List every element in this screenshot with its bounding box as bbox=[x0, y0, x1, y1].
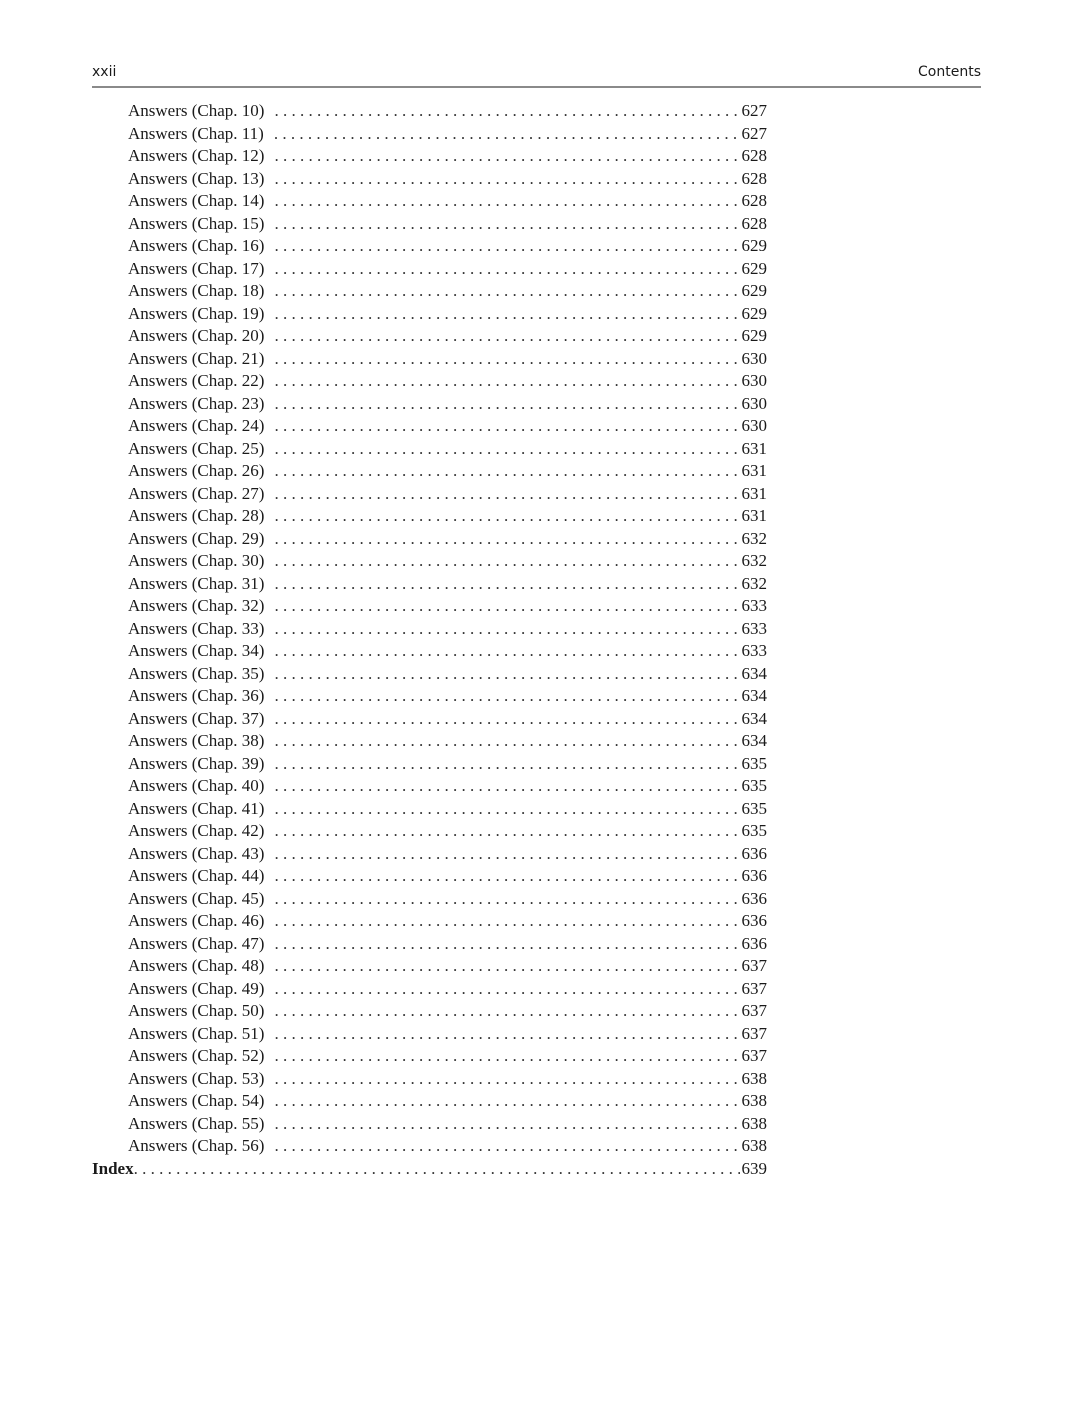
toc-entry[interactable] bbox=[128, 888, 767, 911]
toc-entry[interactable] bbox=[128, 1045, 767, 1068]
dot-leader bbox=[274, 708, 739, 731]
dot-leader bbox=[274, 595, 739, 618]
toc-entry-page-number: 632 bbox=[741, 551, 767, 570]
toc-entry-page-number: 630 bbox=[741, 371, 767, 390]
toc-entry[interactable] bbox=[128, 573, 767, 596]
running-title: Contents bbox=[918, 64, 981, 80]
toc-entry-page-number: 628 bbox=[741, 146, 767, 165]
dot-leader bbox=[274, 753, 739, 776]
toc-entry-label: Answers (Chap. 30) bbox=[128, 551, 265, 570]
toc-entry-page-number: 629 bbox=[741, 281, 767, 300]
dot-leader bbox=[274, 258, 739, 281]
toc-entry[interactable] bbox=[128, 663, 767, 686]
dot-leader bbox=[274, 1068, 739, 1091]
toc-entry-page-number: 637 bbox=[741, 1023, 767, 1043]
toc-entry-label: Answers (Chap. 18) bbox=[128, 281, 265, 300]
toc-entry-label: Answers (Chap. 28) bbox=[128, 506, 265, 525]
dot-leader bbox=[274, 415, 739, 438]
toc-entry-label: Answers (Chap. 45) bbox=[128, 888, 265, 908]
toc-entry-label: Answers (Chap. 50) bbox=[128, 1001, 265, 1020]
toc-entry-label: Answers (Chap. 31) bbox=[128, 573, 265, 593]
dot-leader bbox=[274, 1113, 739, 1136]
toc-entry-index[interactable] bbox=[92, 1158, 767, 1181]
toc-entry-label: Answers (Chap. 43) bbox=[128, 843, 265, 863]
toc-entry-label: Answers (Chap. 41) bbox=[128, 798, 265, 818]
toc-entry-page-number: 628 bbox=[741, 191, 767, 210]
running-head bbox=[92, 62, 981, 82]
toc-entry-label: Answers (Chap. 51) bbox=[128, 1023, 265, 1043]
toc-entry-page-number: 636 bbox=[741, 843, 767, 863]
toc-entry-page-number: 637 bbox=[741, 978, 767, 998]
toc-entry[interactable] bbox=[128, 325, 767, 348]
toc-entry[interactable] bbox=[128, 528, 767, 551]
toc-entry[interactable] bbox=[128, 1023, 767, 1046]
toc-entry-page-number: 637 bbox=[741, 1046, 767, 1065]
toc-entry[interactable] bbox=[128, 550, 767, 573]
toc-entry-label: Answers (Chap. 35) bbox=[128, 663, 265, 683]
toc-entry-page-number: 629 bbox=[741, 326, 767, 345]
toc-entry[interactable] bbox=[128, 100, 767, 123]
toc-entry[interactable] bbox=[128, 933, 767, 956]
toc-entry-label: Answers (Chap. 38) bbox=[128, 731, 265, 750]
toc-entry-page-number: 635 bbox=[741, 821, 767, 840]
dot-leader bbox=[274, 213, 739, 236]
dot-leader bbox=[274, 348, 739, 371]
toc-entry-page-number: 634 bbox=[741, 663, 767, 683]
toc-entry-label: Answers (Chap. 46) bbox=[128, 911, 265, 930]
toc-entry[interactable] bbox=[128, 955, 767, 978]
toc-entry-page-number: 636 bbox=[741, 933, 767, 953]
toc-entry-page-number: 638 bbox=[741, 1091, 767, 1110]
dot-leader bbox=[274, 888, 739, 911]
toc-entry-label: Answers (Chap. 22) bbox=[128, 371, 265, 390]
toc-entry[interactable] bbox=[128, 393, 767, 416]
dot-leader bbox=[274, 910, 739, 933]
toc-entry-page-number: 627 bbox=[741, 123, 767, 143]
toc-entry[interactable] bbox=[128, 1000, 767, 1023]
toc-entry-page-number: 633 bbox=[741, 641, 767, 660]
toc-entry[interactable] bbox=[128, 640, 767, 663]
dot-leader bbox=[134, 1158, 740, 1181]
toc-entry-page-number: 635 bbox=[741, 753, 767, 773]
dot-leader bbox=[274, 865, 739, 888]
toc-entry[interactable] bbox=[128, 460, 767, 483]
toc-entry[interactable] bbox=[128, 505, 767, 528]
toc-entry-label: Answers (Chap. 33) bbox=[128, 618, 265, 638]
toc-entry-label: Answers (Chap. 34) bbox=[128, 641, 265, 660]
toc-entry-label: Answers (Chap. 23) bbox=[128, 393, 265, 413]
toc-entry-label: Answers (Chap. 15) bbox=[128, 213, 265, 233]
toc-entry-label: Answers (Chap. 56) bbox=[128, 1136, 265, 1155]
dot-leader bbox=[274, 1023, 739, 1046]
dot-leader bbox=[274, 528, 739, 551]
toc-entry-page-number: 632 bbox=[741, 573, 767, 593]
toc-entry-page-number: 628 bbox=[741, 168, 767, 188]
toc-entry-page-number: 639 bbox=[741, 1158, 767, 1178]
toc-entry[interactable] bbox=[128, 685, 767, 708]
toc-entry-page-number: 630 bbox=[741, 348, 767, 368]
toc-entry-page-number: 636 bbox=[741, 888, 767, 908]
toc-entry[interactable] bbox=[128, 820, 767, 843]
toc-entry-page-number: 631 bbox=[741, 483, 767, 503]
toc-entry-label: Answers (Chap. 21) bbox=[128, 348, 265, 368]
dot-leader bbox=[274, 1000, 739, 1023]
toc-entry-page-number: 638 bbox=[741, 1136, 767, 1155]
toc-entry-page-number: 631 bbox=[741, 438, 767, 458]
toc-entry[interactable] bbox=[128, 235, 767, 258]
dot-leader bbox=[274, 573, 739, 596]
toc-entry-label: Answers (Chap. 47) bbox=[128, 933, 265, 953]
toc-entry-label: Answers (Chap. 36) bbox=[128, 686, 265, 705]
toc-entry-label: Answers (Chap. 25) bbox=[128, 438, 265, 458]
dot-leader bbox=[274, 775, 739, 798]
toc-entry[interactable] bbox=[128, 708, 767, 731]
toc-entry-page-number: 629 bbox=[741, 258, 767, 278]
toc-entry-page-number: 637 bbox=[741, 956, 767, 975]
dot-leader bbox=[274, 685, 739, 708]
dot-leader bbox=[274, 1135, 739, 1158]
toc-entry-label: Answers (Chap. 48) bbox=[128, 956, 265, 975]
dot-leader bbox=[274, 438, 739, 461]
toc-entry-label: Answers (Chap. 16) bbox=[128, 236, 265, 255]
toc-entry-label: Index bbox=[92, 1158, 134, 1178]
toc-entry-page-number: 638 bbox=[741, 1113, 767, 1133]
toc-entry-page-number: 636 bbox=[741, 866, 767, 885]
page-number: xxii bbox=[92, 64, 117, 80]
toc-entry-page-number: 629 bbox=[741, 303, 767, 323]
toc-entry-label: Answers (Chap. 10) bbox=[128, 101, 265, 120]
dot-leader bbox=[274, 843, 739, 866]
toc-entry[interactable] bbox=[128, 258, 767, 281]
toc-entry-label: Answers (Chap. 14) bbox=[128, 191, 265, 210]
toc-entry[interactable] bbox=[128, 370, 767, 393]
dot-leader bbox=[274, 640, 739, 663]
toc-entry[interactable] bbox=[128, 865, 767, 888]
toc-entry[interactable] bbox=[128, 798, 767, 821]
toc-entry-label: Answers (Chap. 32) bbox=[128, 596, 265, 615]
dot-leader bbox=[274, 100, 739, 123]
toc-entry[interactable] bbox=[128, 618, 767, 641]
toc-entry-page-number: 638 bbox=[741, 1068, 767, 1088]
toc-entry-label: Answers (Chap. 44) bbox=[128, 866, 265, 885]
dot-leader bbox=[274, 933, 739, 956]
dot-leader bbox=[274, 618, 739, 641]
toc-entry-label: Answers (Chap. 17) bbox=[128, 258, 265, 278]
toc-entry-page-number: 630 bbox=[741, 393, 767, 413]
toc-entry[interactable] bbox=[128, 978, 767, 1001]
toc-entry[interactable] bbox=[128, 1135, 767, 1158]
toc-entry-label: Answers (Chap. 12) bbox=[128, 146, 265, 165]
toc-entry-label: Answers (Chap. 13) bbox=[128, 168, 265, 188]
toc-entry-page-number: 630 bbox=[741, 416, 767, 435]
dot-leader bbox=[274, 1090, 739, 1113]
toc-entry-page-number: 633 bbox=[741, 596, 767, 615]
toc-entry[interactable] bbox=[128, 1113, 767, 1136]
dot-leader bbox=[274, 190, 739, 213]
toc-entry-label: Answers (Chap. 19) bbox=[128, 303, 265, 323]
toc-entry[interactable] bbox=[128, 123, 767, 146]
toc-entry-page-number: 636 bbox=[741, 911, 767, 930]
toc-entry-label: Answers (Chap. 24) bbox=[128, 416, 265, 435]
dot-leader bbox=[274, 325, 739, 348]
toc-entry-label: Answers (Chap. 52) bbox=[128, 1046, 265, 1065]
toc-entry-label: Answers (Chap. 20) bbox=[128, 326, 265, 345]
dot-leader bbox=[274, 280, 739, 303]
toc-entry[interactable] bbox=[128, 415, 767, 438]
toc-entry[interactable] bbox=[128, 213, 767, 236]
dot-leader bbox=[274, 798, 739, 821]
toc-entry-label: Answers (Chap. 55) bbox=[128, 1113, 265, 1133]
dot-leader bbox=[274, 303, 739, 326]
toc-entry-label: Answers (Chap. 26) bbox=[128, 461, 265, 480]
toc-entry-page-number: 633 bbox=[741, 618, 767, 638]
toc-entry[interactable] bbox=[128, 595, 767, 618]
toc-entry-label: Answers (Chap. 42) bbox=[128, 821, 265, 840]
toc-entry[interactable] bbox=[128, 438, 767, 461]
toc-entry-label: Answers (Chap. 49) bbox=[128, 978, 265, 998]
toc-entry-page-number: 635 bbox=[741, 776, 767, 795]
dot-leader bbox=[274, 1045, 739, 1068]
dot-leader bbox=[274, 663, 739, 686]
toc-entry[interactable] bbox=[128, 280, 767, 303]
toc-entry-page-number: 631 bbox=[741, 461, 767, 480]
dot-leader bbox=[274, 123, 740, 146]
dot-leader bbox=[274, 168, 739, 191]
toc-entry-page-number: 627 bbox=[741, 101, 767, 120]
toc-entry[interactable] bbox=[128, 753, 767, 776]
toc-entry-label: Answers (Chap. 37) bbox=[128, 708, 265, 728]
toc-entry-page-number: 634 bbox=[741, 731, 767, 750]
toc-entry-page-number: 629 bbox=[741, 236, 767, 255]
toc-entry[interactable] bbox=[128, 1068, 767, 1091]
toc-entry-page-number: 635 bbox=[741, 798, 767, 818]
toc-entry-page-number: 637 bbox=[741, 1001, 767, 1020]
toc-entry[interactable] bbox=[128, 303, 767, 326]
dot-leader bbox=[274, 145, 739, 168]
dot-leader bbox=[274, 820, 739, 843]
toc-entry-page-number: 634 bbox=[741, 708, 767, 728]
toc-entry[interactable] bbox=[128, 1090, 767, 1113]
dot-leader bbox=[274, 370, 739, 393]
toc-entry[interactable] bbox=[128, 775, 767, 798]
toc-entry[interactable] bbox=[128, 843, 767, 866]
toc-entry-label: Answers (Chap. 29) bbox=[128, 528, 265, 548]
dot-leader bbox=[274, 505, 739, 528]
toc-entry-label: Answers (Chap. 40) bbox=[128, 776, 265, 795]
dot-leader bbox=[274, 460, 739, 483]
toc-entry-label: Answers (Chap. 39) bbox=[128, 753, 265, 773]
toc-entry[interactable] bbox=[128, 730, 767, 753]
toc-entry-page-number: 634 bbox=[741, 686, 767, 705]
dot-leader bbox=[274, 730, 739, 753]
toc-entry-label: Answers (Chap. 27) bbox=[128, 483, 265, 503]
dot-leader bbox=[274, 483, 739, 506]
toc-entry-page-number: 631 bbox=[741, 506, 767, 525]
dot-leader bbox=[274, 550, 739, 573]
dot-leader bbox=[274, 235, 739, 258]
toc-entry[interactable] bbox=[128, 483, 767, 506]
toc-entry[interactable] bbox=[128, 145, 767, 168]
dot-leader bbox=[274, 978, 739, 1001]
toc-entry[interactable] bbox=[128, 168, 767, 191]
header-rule bbox=[92, 86, 981, 88]
toc-entry-label: Answers (Chap. 11) bbox=[128, 123, 264, 143]
toc-entry-page-number: 632 bbox=[741, 528, 767, 548]
toc-entry-label: Answers (Chap. 54) bbox=[128, 1091, 265, 1110]
dot-leader bbox=[274, 393, 739, 416]
toc-entry[interactable] bbox=[128, 348, 767, 371]
toc-entry-label: Answers (Chap. 53) bbox=[128, 1068, 265, 1088]
toc-entry-page-number: 628 bbox=[741, 213, 767, 233]
dot-leader bbox=[274, 955, 739, 978]
toc-entry[interactable] bbox=[128, 190, 767, 213]
toc-entry[interactable] bbox=[128, 910, 767, 933]
